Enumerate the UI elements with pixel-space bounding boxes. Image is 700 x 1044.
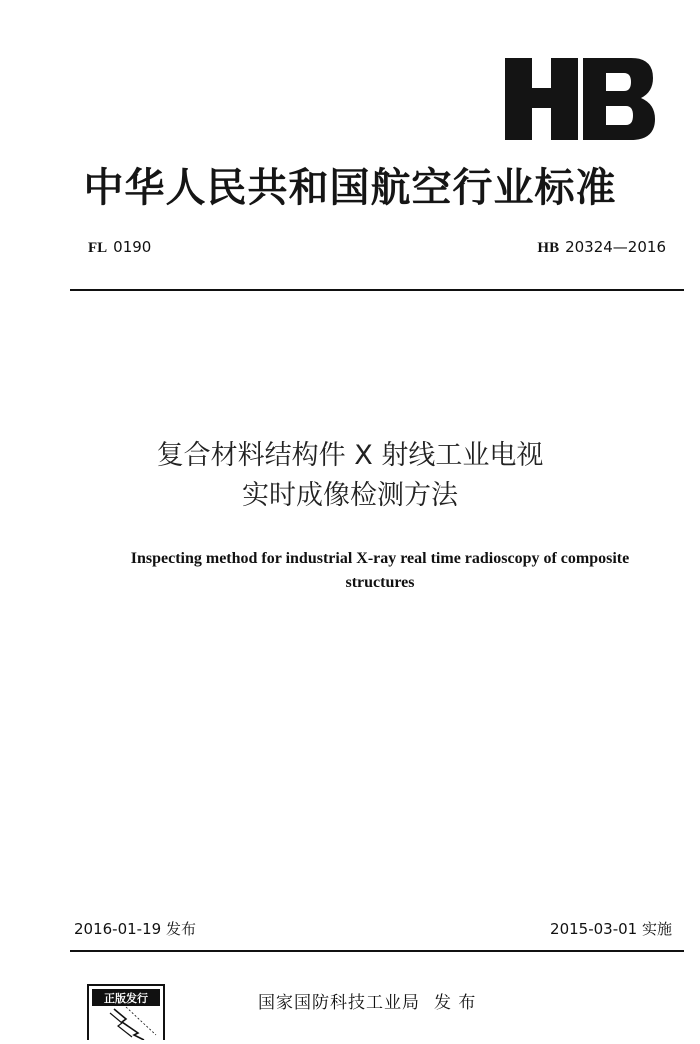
classification-code — [88, 238, 151, 257]
implementation-date: 2015-03-01 实施 — [550, 920, 672, 938]
standard-prefix: HB — [537, 240, 560, 256]
header-divider — [70, 289, 684, 291]
authentic-edition-seal — [86, 983, 166, 1040]
classification-prefix: FL — [88, 240, 108, 256]
publisher-action: 发 布 — [434, 993, 477, 1013]
document-title-cn — [0, 436, 700, 516]
title-cn-line-1: 复合材料结构件 X 射线工业电视 — [156, 440, 544, 471]
hb-logo — [505, 58, 655, 140]
publisher — [258, 988, 476, 1013]
title-cn-line-2: 实时成像检测方法 — [242, 480, 458, 511]
standard-category-title: 中华人民共和国航空行业标准 — [83, 165, 617, 211]
issue-date: 2016-01-19 发布 — [74, 920, 196, 938]
footer-divider — [70, 950, 684, 952]
publisher-name: 国家国防科技工业局 — [258, 993, 420, 1013]
standard-code — [537, 238, 666, 257]
standard-number: 20324—2016 — [565, 238, 666, 256]
title-en-line-1: Inspecting method for industrial X-ray real time radioscopy of composite — [130, 550, 630, 567]
classification-number: 0190 — [113, 238, 152, 256]
seal-text: 正版发行 — [104, 992, 148, 1005]
document-title-en — [70, 547, 690, 595]
title-en-line-2: structures — [345, 574, 415, 591]
